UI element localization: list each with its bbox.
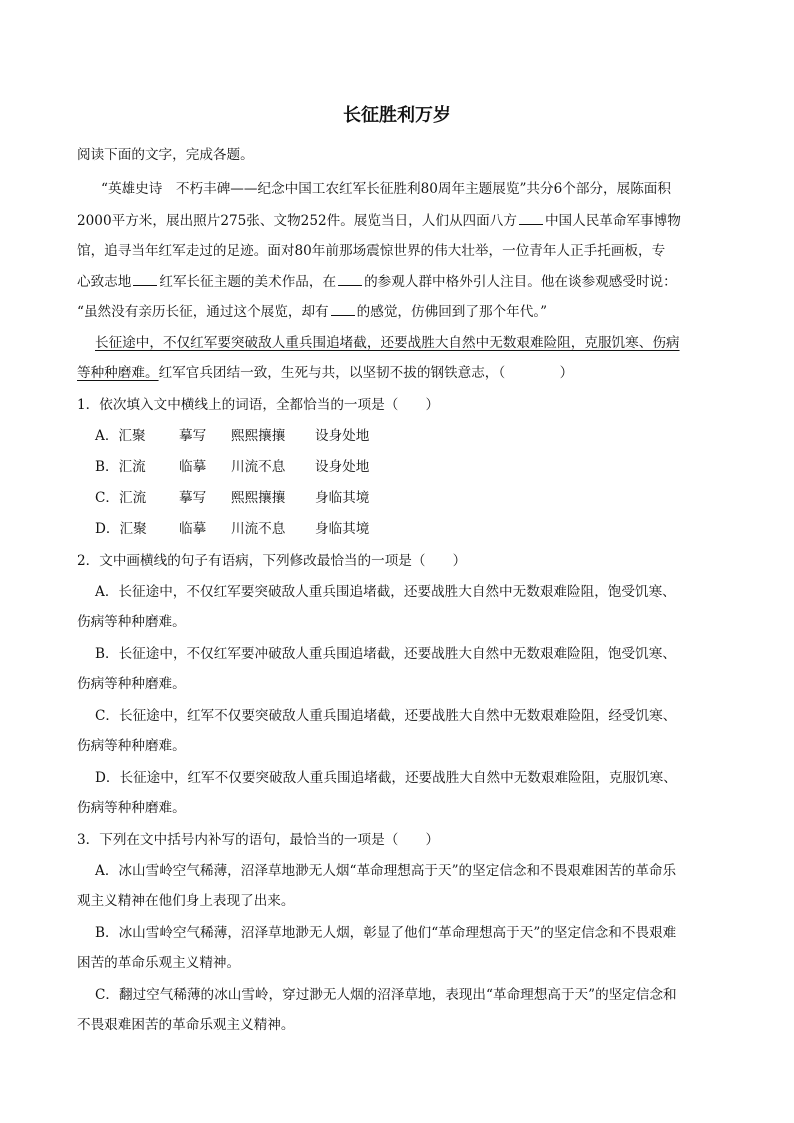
question-1-option-a: A．汇聚 摹写 熙熙攘攘 设身处地: [95, 428, 370, 444]
passage-line-7: 等种种磨难。红军官兵团结一致，生死与共，以坚韧不拔的钢铁意志，（ ）: [77, 365, 574, 381]
underlined-sentence: 长征途中，不仅红军要突破敌人重兵围追堵截，还要战胜大自然中无数艰难险阻，克服饥寒、伤病: [95, 335, 680, 351]
page-title: 长征胜利万岁: [343, 105, 451, 126]
question-1-option-d: D．汇聚 临摹 川流不息 身临其境: [95, 521, 370, 537]
underlined-sentence-end: 等种种磨难。: [77, 365, 159, 381]
fill-blank-1: [519, 211, 543, 225]
question-2-option-d: D．长征途中，红军不仅要突破敌人重兵围追堵截，还要战胜大自然中无数艰难险阻，克服饥寒、: [95, 770, 677, 786]
passage-line-5: “虽然没有亲历长征，通过这个展览，却有 的感觉，仿佛回到了那个年代。”: [77, 304, 548, 320]
passage-line-3: 馆，追寻当年红军走过的足迹。面对80年前那场震惊世界的伟大壮举，一位青年人正手托画板，专: [77, 243, 666, 259]
fill-blank-4: [331, 302, 355, 316]
question-3-option-c-cont: 不畏艰难困苦的革命乐观主义精神。: [77, 1017, 295, 1033]
question-3-option-a-cont: 观主义精神在他们身上表现了出来。: [77, 893, 295, 909]
instruction: 阅读下面的文字，完成各题。: [77, 147, 254, 163]
question-2-option-c: C．长征途中，红军不仅要突破敌人重兵围追堵截，还要战胜大自然中无数艰难险阻，经受饥寒、: [95, 708, 677, 724]
fill-blank-3: [338, 272, 362, 286]
fill-blank-2: [133, 272, 157, 286]
question-3-option-b-cont: 困苦的革命乐观主义精神。: [77, 955, 241, 971]
question-3-option-a: A．冰山雪岭空气稀薄，沼泽草地渺无人烟“革命理想高于天”的坚定信念和不畏艰难困苦的革命乐: [95, 863, 677, 879]
question-2-option-d-cont: 伤病等种种磨难。: [77, 800, 186, 816]
question-2-option-a-cont: 伤病等种种磨难。: [77, 614, 186, 630]
passage-line-4: 心致志地 红军长征主题的美术作品，在 的参观人群中格外引人注目。他在谈参观感受时说：: [77, 274, 677, 290]
question-2-option-a: A．长征途中，不仅红军要突破敌人重兵围追堵截，还要战胜大自然中无数艰难险阻，饱受饥寒、: [95, 584, 676, 600]
question-3-option-b: B．冰山雪岭空气稀薄，沼泽草地渺无人烟，彰显了他们“革命理想高于天”的坚定信念和不畏艰难: [95, 925, 677, 941]
question-3-option-c: C．翻过空气稀薄的冰山雪岭，穿过渺无人烟的沼泽草地，表现出“革命理想高于天”的坚定信念和: [95, 987, 677, 1003]
question-2-stem: 2．文中画横线的句子有语病，下列修改最恰当的一项是（ ）: [77, 553, 467, 569]
question-1-option-b: B．汇流 临摹 川流不息 设身处地: [95, 459, 370, 475]
question-3-stem: 3．下列在文中括号内补写的语句，最恰当的一项是（ ）: [77, 832, 440, 848]
question-2-option-b: B．长征途中，不仅红军要冲破敌人重兵围追堵截，还要战胜大自然中无数艰难险阻，饱受饥寒、: [95, 646, 676, 662]
question-2-option-b-cont: 伤病等种种磨难。: [77, 676, 186, 692]
passage-line-2: 2000平方米，展出照片275张、文物252件。展览当日，人们从四面八方 中国人民革命军事博物: [77, 213, 681, 229]
passage-line-1: “英雄史诗 不朽丰碑——纪念中国工农红军长征胜利80周年主题展览”共分6个部分，展陈面积: [101, 181, 671, 197]
question-2-option-c-cont: 伤病等种种磨难。: [77, 738, 186, 754]
question-1-option-c: C．汇流 摹写 熙熙攘攘 身临其境: [95, 490, 370, 506]
question-1-stem: 1．依次填入文中横线上的词语，全都恰当的一项是（ ）: [77, 397, 440, 413]
